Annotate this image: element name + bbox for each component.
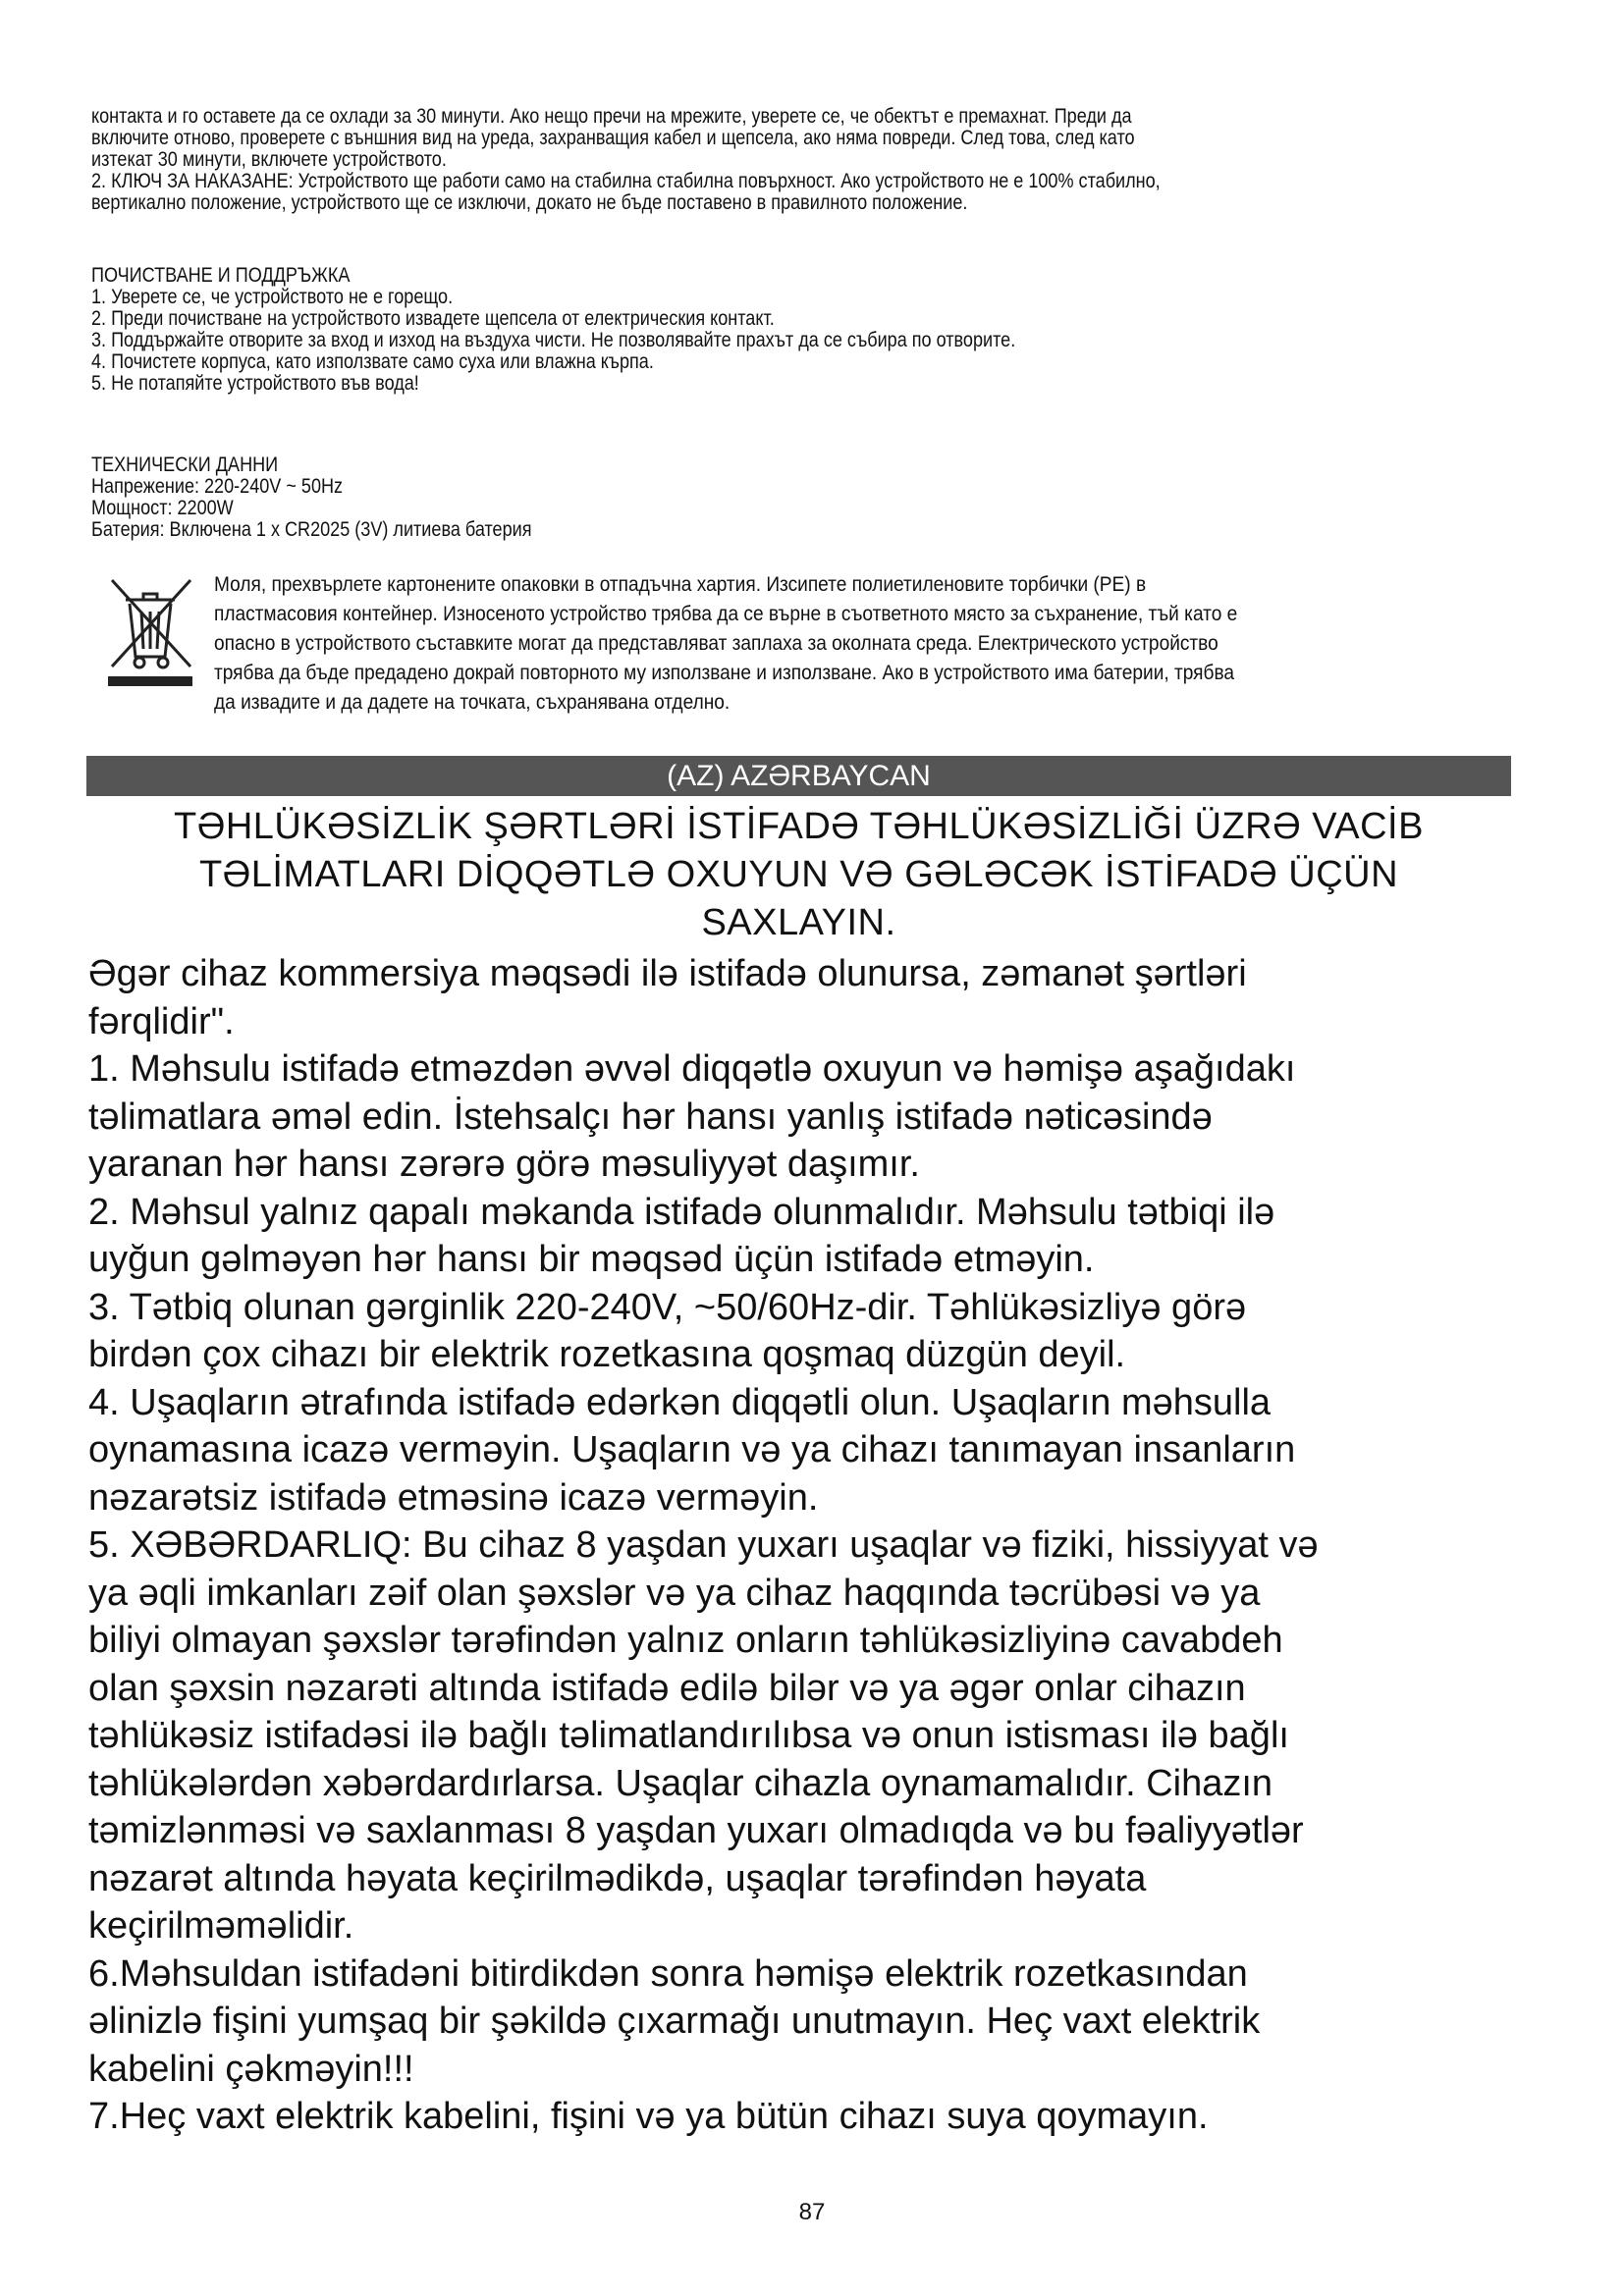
az-safety-title [86, 803, 1511, 947]
text-line: oynamasına icazə verməyin. Uşaqların və ya cihazı tanımayan insanların [88, 1429, 1296, 1470]
text-line: təmizlənməsi və saxlanması 8 yaşdan yuxarı olmadıqda və bu fəaliyyətlər [88, 1810, 1304, 1851]
list-item: 5. Не потапяйте устройството във вода! [91, 372, 419, 395]
title-line: TƏLİMATLARI DİQQƏTLƏ OXUYUN VƏ GƏLƏCƏK İSTİFADƏ ÜÇÜN [198, 854, 1399, 895]
text-line: Əgər cihaz kommersiya məqsədi ilə istifadə olunursa, zəmanət şərtləri [88, 953, 1247, 994]
bg-safety-continued [91, 106, 1552, 214]
text-line: контакта и го оставете да се охлади за 30 минути. Ако нещо пречи на мрежите, уверете се, че обектът е премахнат. Преди да [91, 105, 1132, 128]
text-line: трябва да бъде предадено докрай повторното му използване и използване. Ако в устройството има батерии, трябва [214, 662, 1235, 684]
text-line: əlinizlə fişini yumşaq bir şəkildə çıxarmağı unutmayın. Heç vaxt elektrik [88, 2001, 1261, 2042]
list-item: 3. Поддържайте отворите за вход и изход на въздуха чисти. Не позволявайте прахът да се събира по отворите. [91, 329, 1016, 351]
bg-cleaning-section [91, 265, 1552, 395]
list-item: Батерия: Включена 1 x CR2025 (3V) литиева батерия [91, 518, 532, 541]
text-line: uyğun gəlməyən hər hansı bir məqsəd üçün istifadə etməyin. [88, 1239, 1095, 1280]
page-number: 87 [798, 2199, 826, 2225]
text-line: 4. Uşaqların ətrafında istifadə edərkən diqqətli olun. Uşaqların məhsulla [88, 1381, 1272, 1423]
text-line: olan şəxsin nəzarəti altında istifadə edilə bilər və ya əgər onlar cihazın [88, 1667, 1246, 1709]
language-section-bar: (AZ) AZƏRBAYCAN [86, 756, 1511, 796]
bg-tech-data-section [91, 454, 1552, 541]
title-line: SAXLAYIN. [701, 902, 896, 943]
list-item: Мощност: 2200W [91, 497, 234, 519]
text-line: 3. Tətbiq olunan gərginlik 220-240V, ~50/60Hz-dir. Təhlükəsizliyə görə [88, 1286, 1247, 1328]
text-line: nəzarətsiz istifadə etməsinə icazə verməyin. [88, 1476, 819, 1519]
text-line: Моля, прехвърлете картонените опаковки в отпадъчна хартия. Изсипете полиетиленовите торбички (PE) в [214, 573, 1147, 596]
text-line: 2. Məhsul yalnız qapalı məkanda istifadə olunmalıdır. Məhsulu tətbiqi ilə [88, 1191, 1275, 1233]
list-item: 1. Уверете се, че устройството не е горещо. [91, 286, 454, 308]
list-item: 4. Почистете корпуса, като използвате само суха или влажна кърпа. [91, 350, 654, 373]
text-line: təhlükəsiz istifadəsi ilə bağlı təlimatlandırılıbsa və onun istisması ilə bağlı [88, 1715, 1289, 1756]
text-line: да извадите и да дадете на точката, съхранявана отделно. [214, 691, 731, 714]
text-line: keçirilməməlidir. [88, 1905, 354, 1947]
az-safety-body [88, 950, 1532, 2141]
list-item: Напрежение: 220-240V ~ 50Hz [91, 475, 344, 498]
text-line: birdən çox cihazı bir elektrik rozetkasına qoşmaq düzgün deyil. [88, 1334, 1126, 1375]
text-line: ya əqli imkanları zəif olan şəxslər və ya cihaz haqqında təcrübəsi və ya [88, 1572, 1261, 1614]
section-heading: ПОЧИСТВАНЕ И ПОДДРЪЖКА [91, 264, 351, 287]
text-line: 7.Heç vaxt elektrik kabelini, fişini və ya bütün cihazı suya qoymayın. [88, 2096, 1209, 2137]
disposal-notice [214, 570, 1572, 718]
text-line: пластмасовия контейнер. Износеното устройство трябва да се върне в съответното място за съхранение, тъй като е [214, 603, 1238, 625]
text-line: təlimatlara əməl edin. İstehsalçı hər hansı yanlış istifadə nəticəsində [88, 1095, 1213, 1138]
section-heading: ТЕХНИЧЕСКИ ДАННИ [91, 454, 279, 476]
text-line: 5. XƏBƏRDARLIQ: Bu cihaz 8 yaşdan yuxarı uşaqlar və fiziki, hissiyyat və [88, 1524, 1319, 1566]
text-line: включите отново, проверете с външния вид на уреда, захранващия кабел и щепсела, ако няма повреди. След това, след като [91, 127, 1135, 149]
text-line: 6.Məhsuldan istifadəni bitirdikdən sonra həmişə elektrik rozetkasından [88, 1952, 1248, 1995]
title-line: TƏHLÜKƏSİZLİK ŞƏRTLƏRİ İSTİFADƏ TƏHLÜKƏSİZLİĞİ ÜZRƏ VACİB [174, 806, 1424, 847]
text-line: опасно в устройството съставките могат да представляват заплаха за околната среда. Електрическото устройство [214, 632, 1218, 655]
text-line: nəzarət altında həyata keçirilmədikdə, uşaqlar tərəfindən həyata [88, 1857, 1147, 1899]
text-line: təhlükələrdən xəbərdardırlarsa. Uşaqlar cihazla oynamamalıdır. Cihazın [88, 1762, 1273, 1804]
text-line: fərqlidir". [88, 1000, 235, 1042]
list-item: 2. Преди почистване на устройството извадете щепсела от електрическия контакт. [91, 307, 775, 330]
text-line: 1. Məhsulu istifadə etməzdən əvvəl diqqətlə oxuyun və həmişə aşağıdakı [88, 1048, 1296, 1090]
crossed-out-wheelie-bin-icon [104, 572, 196, 688]
text-line: вертикално положение, устройството ще се изключи, докато не бъде поставено в правилното положение. [91, 191, 968, 214]
text-line: kabelini çəkməyin!!! [88, 2048, 414, 2090]
text-line: изтекат 30 минути, включете устройството. [91, 148, 447, 171]
text-line: yaranan hər hansı zərərə görə məsuliyyət daşımır. [88, 1144, 920, 1185]
text-line: 2. КЛЮЧ ЗА НАКАЗАНЕ: Устройството ще работи само на стабилна стабилна повърхност. Ако устройството не е 100% стабилно, [91, 170, 1161, 192]
text-line: biliyi olmayan şəxslər tərəfindən yalnız onların təhlükəsizliyinə cavabdeh [88, 1620, 1283, 1661]
